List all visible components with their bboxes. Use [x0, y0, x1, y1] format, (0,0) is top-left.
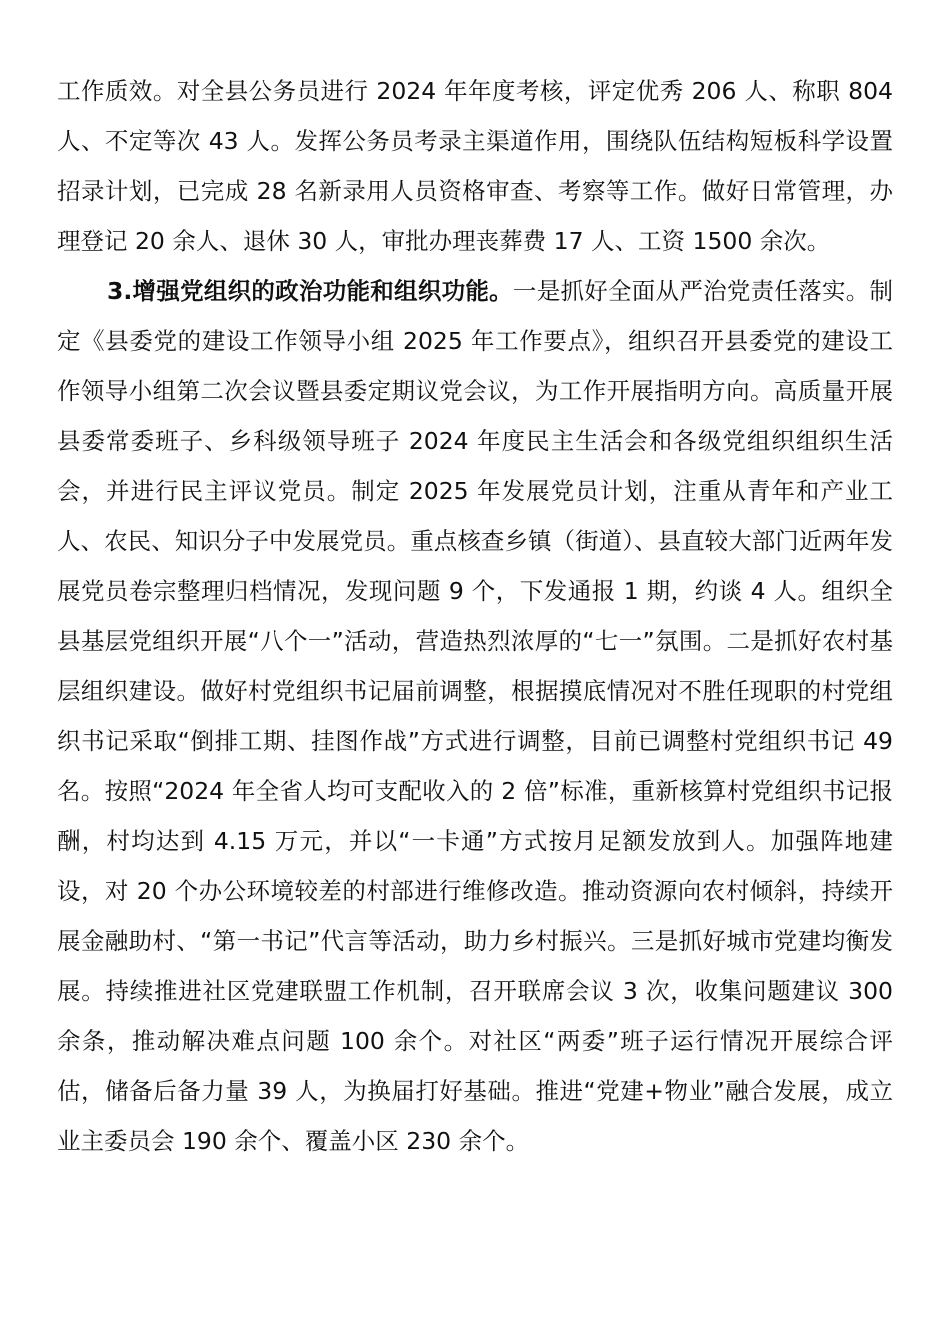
document-page [57, 66, 893, 1166]
paragraph-civil-servant-management: 工作质效。对全县公务员进行 2024 年年度考核，评定优秀 206 人、称职 804 人、不定等次 43 人。发挥公务员考录主渠道作用，围绕队伍结构短板科学设置招录计划，已完成 28 名新录用人员资格审查、考察等工作。做好日常管理，办理登记 20 余人、退休 30 人，审批办理丧葬费 17 人、工资 1500 余次。 [57, 77, 893, 255]
section-heading: 3.增强党组织的政治功能和组织功能。 [107, 277, 513, 305]
paragraph-party-organization [57, 266, 893, 1166]
section-body: 一是抓好全面从严治党责任落实。制定《县委党的建设工作领导小组 2025 年工作要点》，组织召开县委党的建设工作领导小组第二次会议暨县委定期议党会议，为工作开展指明方向。高质量开展县委常委班子、乡科级领导班子 2024 年度民主生活会和各级党组织组织生活会，并进行民主评议党员。制定 2025 年发展党员计划，注重从青年和产业工人、农民、知识分子中发展党员。重点核查乡镇（街道）、县直较大部门近两年发展党员卷宗整理归档情况，发现问题 9 个，下发通报 1 期，约谈 4 人。组织全县基层党组织开展“八个一”活动，营造热烈浓厚的“七一”氛围。二是抓好农村基层组织建设。做好村党组织书记届前调整，根据摸底情况对不胜任现职的村党组织书记采取“倒排工期、挂图作战”方式进行调整，目前已调整村党组织书记 49 名。按照“2024 年全省人均可支配收入的 2 倍”标准，重新核算村党组织书记报酬，村均达到 4.15 万元，并以“一卡通”方式按月足额发放到人。加强阵地建设，对 20 个办公环境较差的村部进行维修改造。推动资源向农村倾斜，持续开展金融助村、“第一书记”代言等活动，助力乡村振兴。三是抓好城市党建均衡发展。持续推进社区党建联盟工作机制，召开联席会议 3 次，收集问题建议 300 余条，推动解决难点问题 100 余个。对社区“两委”班子运行情况开展综合评估，储备后备力量 39 人，为换届打好基础。推进“党建+物业”融合发展，成立业主委员会 190 余个、覆盖小区 230 余个。 [57, 277, 894, 1155]
